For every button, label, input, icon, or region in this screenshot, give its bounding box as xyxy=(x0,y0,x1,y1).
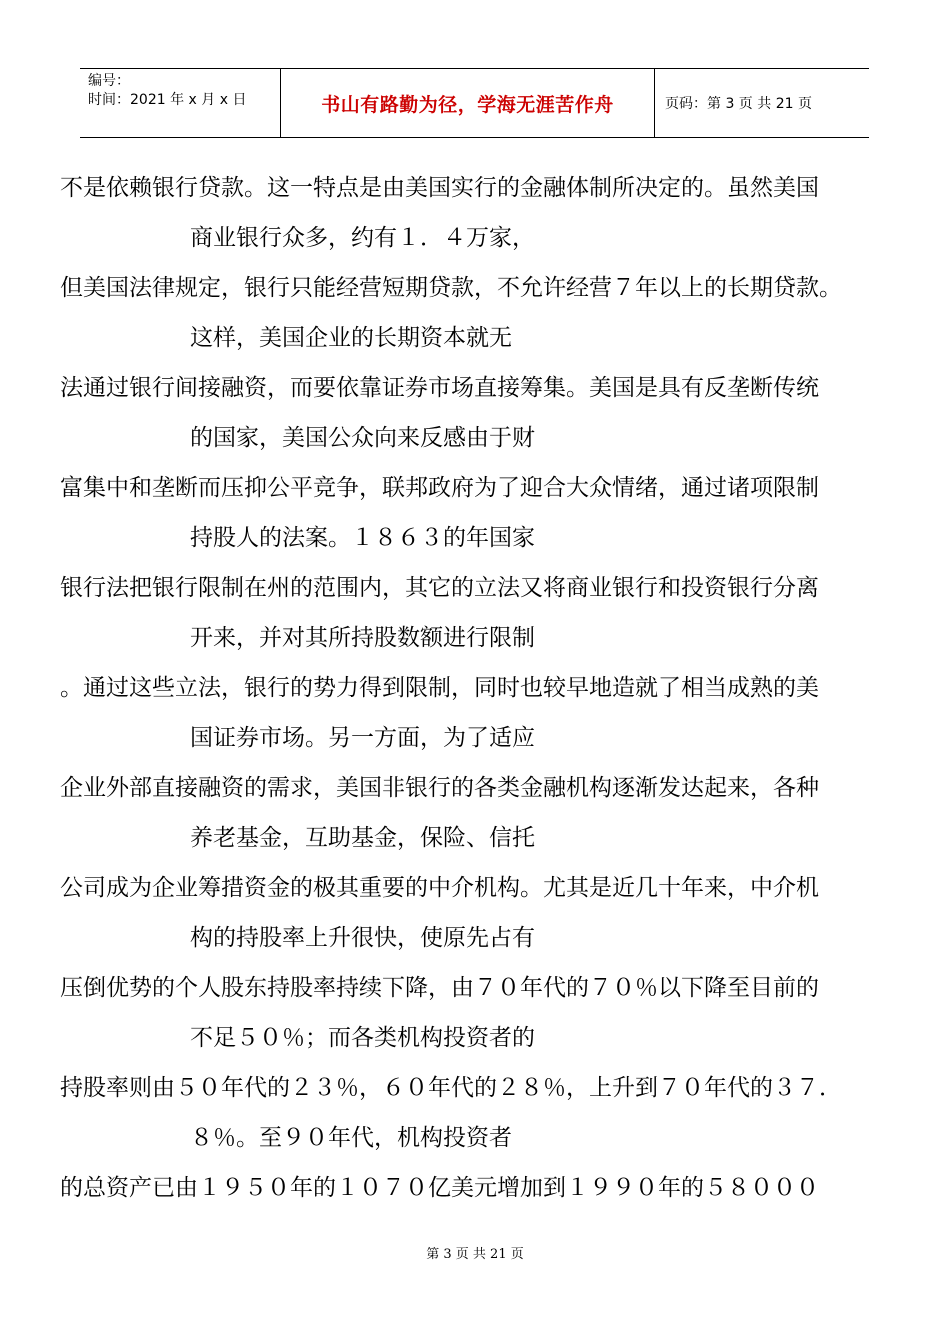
text-line: 开来，并对其所持股数额进行限制 xyxy=(190,625,535,651)
text-line: 富集中和垄断而压抑公平竞争，联邦政府为了迎合大众情绪，通过诸项限制 xyxy=(60,475,819,501)
header-meta xyxy=(80,69,281,137)
time-label: 时间：2021 年 x 月 x 日 xyxy=(88,92,247,108)
header-motto: 书山有路勤为径，学海无涯苦作舟 xyxy=(281,69,655,137)
text-line: 持股率则由５０年代的２３％，６０年代的２８％，上升到７０年代的３７． xyxy=(60,1075,842,1101)
text-line: ８％。至９０年代，机构投资者 xyxy=(190,1125,512,1151)
text-line: 持股人的法案。１８６３的年国家 xyxy=(190,525,535,551)
page-header xyxy=(80,68,869,138)
text-line: 国证券市场。另一方面，为了适应 xyxy=(190,725,535,751)
header-page-info: 页码：第 3 页 共 21 页 xyxy=(665,96,812,112)
text-line: 压倒优势的个人股东持股率持续下降，由７０年代的７０％以下降至目前的 xyxy=(60,975,819,1001)
text-line: 商业银行众多，约有１．４万家， xyxy=(190,225,535,251)
text-line: 不足５０％；而各类机构投资者的 xyxy=(190,1025,535,1051)
page-footer: 第 3 页 共 21 页 xyxy=(426,1247,524,1262)
text-line: 构的持股率上升很快，使原先占有 xyxy=(190,925,535,951)
text-line: 这样，美国企业的长期资本就无 xyxy=(190,325,512,351)
text-line: 但美国法律规定，银行只能经营短期贷款，不允许经营７年以上的长期贷款。 xyxy=(60,275,842,301)
text-line: 公司成为企业筹措资金的极其重要的中介机构。尤其是近几十年来，中介机 xyxy=(60,875,819,901)
text-line: 的总资产已由１９５０年的１０７０亿美元增加到１９９０年的５８０００ xyxy=(60,1175,819,1201)
text-line: 。通过这些立法，银行的势力得到限制，同时也较早地造就了相当成熟的美 xyxy=(60,675,819,701)
text-line: 法通过银行间接融资，而要依靠证券市场直接筹集。美国是具有反垄断传统 xyxy=(60,375,819,401)
text-line: 养老基金，互助基金，保险、信托 xyxy=(190,825,535,851)
text-line: 的国家，美国公众向来反感由于财 xyxy=(190,425,535,451)
text-line: 不是依赖银行贷款。这一特点是由美国实行的金融体制所决定的。虽然美国 xyxy=(60,175,819,201)
number-label: 编号： xyxy=(88,73,130,89)
text-line: 企业外部直接融资的需求，美国非银行的各类金融机构逐渐发达起来，各种 xyxy=(60,775,819,801)
text-line: 银行法把银行限制在州的范围内，其它的立法又将商业银行和投资银行分离 xyxy=(60,575,819,601)
document-body xyxy=(60,163,920,1213)
